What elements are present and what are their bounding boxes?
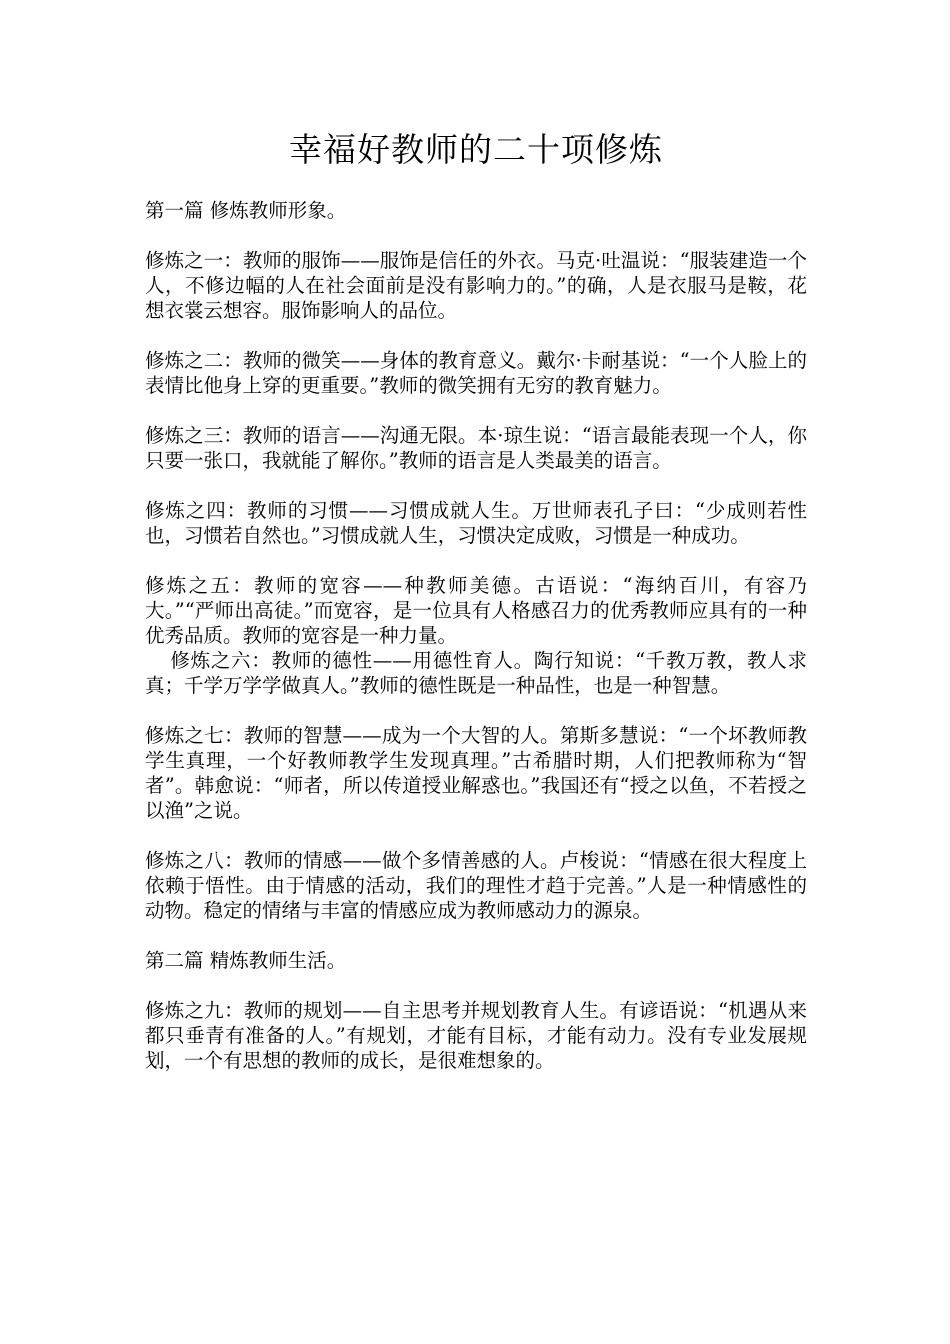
paragraph-practice-3: 修炼之三：教师的语言——沟通无限。本·琼生说：“语言最能表现一个人，你只要一张口，我就能了解你。”教师的语言是人类最美的语言。: [145, 424, 807, 472]
paragraph-practice-4: 修炼之四：教师的习惯——习惯成就人生。万世师表孔子曰：“少成则若性也，习惯若自然也。”习惯成就人生，习惯决定成败，习惯是一种成功。: [145, 499, 807, 547]
document-page: [145, 128, 807, 1073]
section-heading-2: 第二篇 精炼教师生活。: [145, 949, 347, 972]
paragraph-practice-2: 修炼之二：教师的微笑——身体的教育意义。戴尔·卡耐基说：“一个人脸上的表情比他身上穿的更重要。”教师的微笑拥有无穷的教育魅力。: [145, 349, 807, 397]
paragraph-practice-8: 修炼之八：教师的情感——做个多情善感的人。卢梭说：“情感在很大程度上依赖于悟性。由于情感的活动，我们的理性才趋于完善。”人是一种情感性的动物。稳定的情绪与丰富的情感应成为教师感动力的源泉。: [145, 849, 807, 922]
paragraph-practice-5: 修炼之五：教师的宽容——种教师美德。古语说：“海纳百川，有容乃大。”“严师出高徒。”而宽容，是一位具有人格感召力的优秀教师应具有的一种优秀品质。教师的宽容是一种力量。: [145, 574, 807, 647]
paragraph-practice-7: 修炼之七：教师的智慧——成为一个大智的人。第斯多慧说：“一个坏教师教学生真理，一个好教师教学生发现真理。”古希腊时期，人们把教师称为“智者”。韩愈说：“师者，所以传道授业解惑也。”我国还有“授之以鱼，不若授之以渔”之说。: [145, 724, 807, 822]
section-heading-1: 第一篇 修炼教师形象。: [145, 199, 347, 222]
document-title: 幸福好教师的二十项修炼: [289, 130, 663, 169]
paragraph-practice-9: 修炼之九：教师的规划——自主思考并规划教育人生。有谚语说：“机遇从来都只垂青有准备的人。”有规划，才能有目标，才能有动力。没有专业发展规划，一个有思想的教师的成长，是很难想象的。: [145, 999, 807, 1072]
paragraph-practice-1: 修炼之一：教师的服饰——服饰是信任的外衣。马克·吐温说：“服装建造一个人，不修边幅的人在社会面前是没有影响力的。”的确，人是衣服马是鞍，花想衣裳云想容。服饰影响人的品位。: [145, 249, 807, 322]
paragraph-practice-6: 修炼之六：教师的德性——用德性育人。陶行知说：“千教万教，教人求真；千学万学学做真人。”教师的德性既是一种品性，也是一种智慧。: [145, 649, 807, 697]
